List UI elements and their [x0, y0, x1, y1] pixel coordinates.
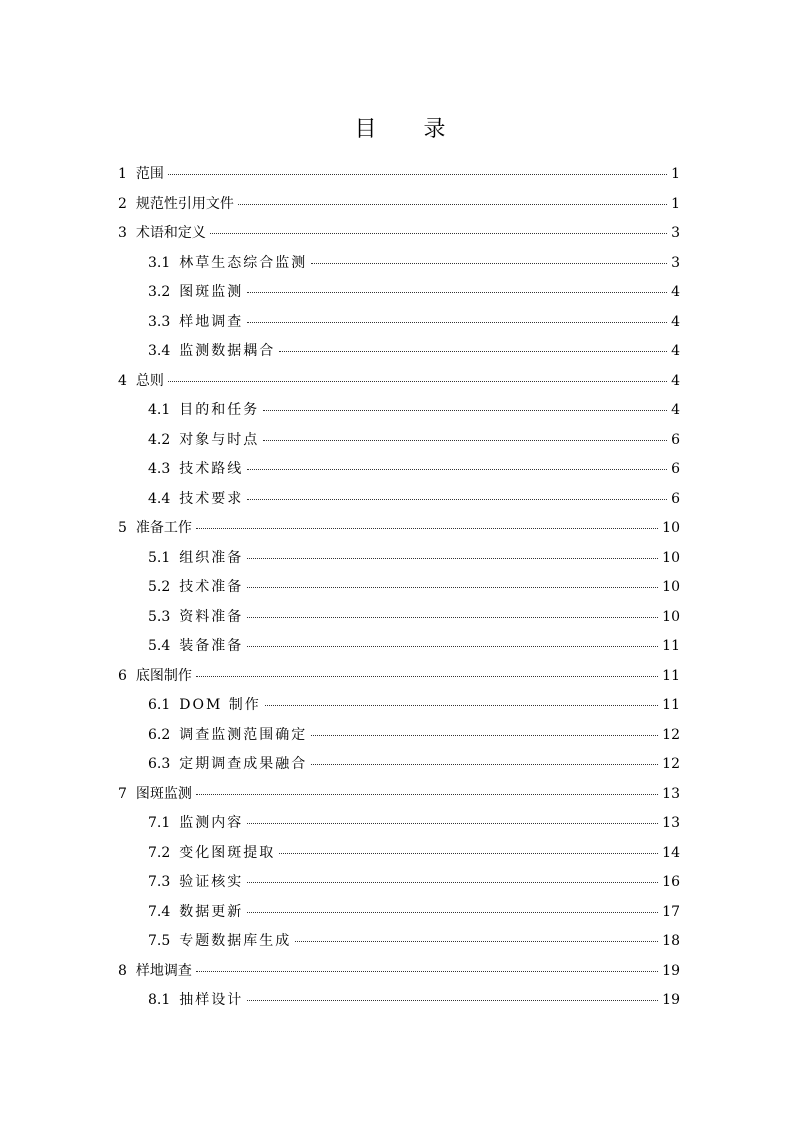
toc-entry-page-number: 12 [662, 756, 680, 772]
toc-entry-number: 5 [118, 520, 127, 536]
toc-dot-leader [247, 617, 658, 618]
toc-dot-leader [279, 351, 667, 352]
toc-entry-title: 调查监测范围确定 [179, 726, 308, 743]
toc-entry-number: 4 [118, 372, 127, 389]
toc-dot-leader [311, 735, 658, 736]
toc-entry[interactable] [118, 396, 680, 426]
toc-dot-leader [247, 499, 667, 500]
toc-entry-title: DOM 制作 [179, 697, 261, 713]
toc-entry-title: 技术要求 [179, 490, 244, 507]
toc-entry-title: 技术准备 [179, 579, 244, 595]
toc-entry-page-number: 12 [662, 726, 680, 743]
toc-entry-page-number: 4 [671, 372, 680, 389]
toc-entry[interactable] [118, 691, 680, 721]
toc-entry-title: 准备工作 [135, 520, 192, 536]
toc-entry-number: 1 [118, 166, 127, 182]
toc-dot-leader [196, 676, 658, 677]
toc-dot-leader [238, 204, 667, 205]
toc-entry-title: 验证核实 [179, 874, 244, 890]
toc-title: 目 录 [354, 117, 466, 142]
toc-entry-page-number: 18 [662, 933, 680, 949]
toc-entry-title: 技术路线 [179, 461, 244, 477]
toc-entry-number: 7.4 [148, 903, 171, 920]
toc-entry-number: 2 [118, 195, 127, 212]
toc-entry-number: 3.2 [148, 284, 171, 300]
toc-entry[interactable] [118, 750, 680, 780]
toc-entry-page-number: 6 [671, 490, 680, 507]
toc-entry-number: 7.5 [148, 933, 171, 949]
toc-dot-leader [311, 263, 667, 264]
toc-entry-page-number: 1 [671, 166, 680, 182]
toc-entry-page-number: 11 [662, 697, 680, 713]
toc-entry-number: 5.1 [148, 549, 171, 566]
toc-entry-number: 7 [118, 785, 127, 802]
toc-entry-page-number: 10 [662, 549, 680, 566]
toc-entry-number: 8 [118, 962, 127, 979]
toc-dot-leader [247, 823, 658, 824]
toc-entry[interactable] [118, 986, 680, 1016]
toc-entry-page-number: 11 [662, 667, 680, 684]
toc-entry-number: 4.2 [148, 431, 171, 448]
toc-entry[interactable] [118, 632, 680, 662]
toc-entry-page-number: 10 [662, 608, 680, 625]
toc-entry[interactable] [118, 573, 680, 603]
toc-dot-leader [247, 292, 667, 293]
toc-entry-number: 7.3 [148, 874, 171, 890]
toc-entry-page-number: 19 [662, 962, 680, 979]
toc-entry[interactable] [118, 249, 680, 279]
toc-entry-title: 目的和任务 [179, 402, 260, 418]
toc-dot-leader [196, 971, 658, 972]
toc-entry-page-number: 11 [662, 638, 680, 654]
toc-entry-title: 数据更新 [179, 903, 244, 920]
toc-entry[interactable] [118, 190, 680, 220]
toc-entry-title: 样地调查 [135, 962, 192, 979]
toc-entry-page-number: 1 [671, 195, 680, 212]
toc-entry-title: 图斑监测 [179, 284, 244, 300]
toc-entry-number: 7.2 [148, 844, 171, 861]
toc-entry[interactable] [118, 927, 680, 957]
toc-entry[interactable] [118, 780, 680, 810]
toc-entry-number: 4.1 [148, 402, 171, 418]
toc-entry-page-number: 4 [671, 402, 680, 418]
toc-entry[interactable] [118, 160, 680, 190]
toc-entry-page-number: 3 [671, 254, 680, 271]
toc-entry-number: 5.2 [148, 579, 171, 595]
toc-list [118, 160, 680, 1016]
toc-entry-title: 装备准备 [179, 638, 244, 654]
toc-dot-leader [279, 853, 658, 854]
toc-entry-number: 7.1 [148, 815, 171, 831]
toc-entry[interactable] [118, 603, 680, 633]
toc-entry-number: 6.3 [148, 756, 171, 772]
toc-dot-leader [263, 410, 667, 411]
toc-entry-page-number: 17 [662, 903, 680, 920]
toc-dot-leader [168, 381, 667, 382]
toc-entry[interactable] [118, 337, 680, 367]
toc-entry-number: 3 [118, 225, 127, 241]
toc-entry[interactable] [118, 662, 680, 692]
toc-dot-leader [210, 233, 667, 234]
toc-entry[interactable] [118, 278, 680, 308]
toc-entry-page-number: 3 [671, 225, 680, 241]
toc-entry-page-number: 16 [662, 874, 680, 890]
toc-entry[interactable] [118, 839, 680, 869]
toc-entry-title: 规范性引用文件 [135, 195, 234, 212]
toc-entry[interactable] [118, 957, 680, 987]
toc-entry[interactable] [118, 544, 680, 574]
toc-entry-title: 底图制作 [135, 667, 192, 684]
toc-entry-title: 抽样设计 [179, 992, 244, 1008]
toc-dot-leader [247, 558, 658, 559]
toc-dot-leader [247, 882, 658, 883]
toc-dot-leader [247, 469, 667, 470]
toc-dot-leader [265, 705, 658, 706]
toc-entry-title: 组织准备 [179, 549, 244, 566]
toc-dot-leader [247, 1000, 658, 1001]
toc-entry-title: 资料准备 [179, 608, 244, 625]
toc-dot-leader [196, 528, 658, 529]
toc-entry-title: 定期调查成果融合 [179, 756, 308, 772]
toc-entry[interactable] [118, 721, 680, 751]
toc-entry-page-number: 10 [662, 579, 680, 595]
toc-entry-page-number: 13 [662, 785, 680, 802]
toc-dot-leader [168, 174, 667, 175]
toc-dot-leader [247, 587, 658, 588]
toc-entry[interactable] [118, 485, 680, 515]
toc-entry-page-number: 13 [662, 815, 680, 831]
toc-entry-number: 6.2 [148, 726, 171, 743]
toc-entry[interactable] [118, 868, 680, 898]
toc-entry-title: 对象与时点 [179, 431, 260, 448]
toc-entry[interactable] [118, 426, 680, 456]
toc-entry-number: 3.1 [148, 254, 171, 271]
toc-entry-title: 样地调查 [179, 313, 244, 330]
toc-dot-leader [263, 440, 667, 441]
toc-entry-number: 6 [118, 667, 127, 684]
toc-entry-title: 图斑监测 [135, 785, 192, 802]
toc-entry-page-number: 19 [662, 992, 680, 1008]
toc-entry[interactable] [118, 308, 680, 338]
toc-entry-number: 5.4 [148, 638, 171, 654]
toc-dot-leader [247, 912, 658, 913]
toc-entry-number: 5.3 [148, 608, 171, 625]
toc-entry-page-number: 14 [662, 844, 680, 861]
toc-entry-title: 术语和定义 [135, 225, 206, 241]
toc-entry[interactable] [118, 219, 680, 249]
toc-entry-title: 总则 [135, 372, 164, 389]
toc-entry-number: 4.4 [148, 490, 171, 507]
toc-dot-leader [196, 794, 658, 795]
toc-entry-title: 林草生态综合监测 [179, 254, 308, 271]
toc-entry-number: 4.3 [148, 461, 171, 477]
toc-entry-title: 监测数据耦合 [179, 343, 276, 359]
toc-entry-page-number: 4 [671, 313, 680, 330]
toc-entry-page-number: 10 [662, 520, 680, 536]
toc-entry[interactable] [118, 367, 680, 397]
toc-entry-title: 监测内容 [179, 815, 244, 831]
toc-entry-number: 3.3 [148, 313, 171, 330]
toc-entry[interactable] [118, 514, 680, 544]
toc-entry-page-number: 4 [671, 343, 680, 359]
toc-entry-page-number: 6 [671, 461, 680, 477]
toc-entry-title: 变化图斑提取 [179, 844, 276, 861]
toc-entry[interactable] [118, 809, 680, 839]
toc-entry-number: 6.1 [148, 697, 171, 713]
toc-entry-title: 专题数据库生成 [179, 933, 292, 949]
toc-dot-leader [247, 646, 658, 647]
toc-dot-leader [295, 941, 658, 942]
toc-entry-number: 3.4 [148, 343, 171, 359]
toc-entry[interactable] [118, 898, 680, 928]
toc-entry-number: 8.1 [148, 992, 171, 1008]
toc-dot-leader [247, 322, 667, 323]
toc-dot-leader [311, 764, 658, 765]
toc-entry-title: 范围 [135, 166, 164, 182]
toc-entry[interactable] [118, 455, 680, 485]
toc-entry-page-number: 6 [671, 431, 680, 448]
toc-entry-page-number: 4 [671, 284, 680, 300]
